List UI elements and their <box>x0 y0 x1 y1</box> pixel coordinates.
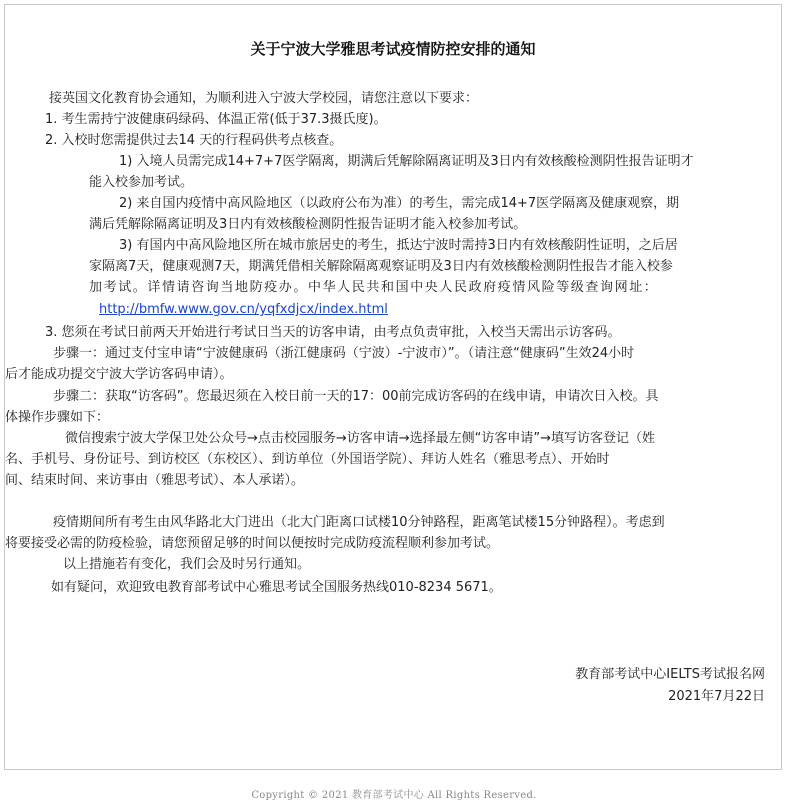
wechat-steps-line-3: 间、结束时间、来访事由（雅思考试）、本人承诺）。 <box>5 473 305 488</box>
copyright-footer: Copyright © 2021 教育部考试中心 All Rights Reserved. <box>251 790 537 801</box>
sub-item-3-line-1: 3) 有国内中高风险地区所在城市旅居史的考生，抵达宁波时需持3日内有效核酸阴性证明，之后居 <box>119 238 678 253</box>
intro-text: 接英国文化教育协会通知，为顺利进入宁波大学校园，请您注意以下要求： <box>49 91 479 106</box>
sub-item-2-line-1: 2) 来自国内疫情中高风险地区（以政府公布为准）的考生，需完成14+7医学隔离及健康观察，期 <box>119 196 680 211</box>
wechat-steps-line-2: 名、手机号、身份证号、到访校区（东校区）、到访单位（外国语学院）、拜访人姓名（雅思考点）、开始时 <box>5 452 610 467</box>
change-notice: 以上措施若有变化，我们会及时另行通知。 <box>63 557 311 572</box>
step-1-line-2: 后才能成功提交宁波大学访客码申请）。 <box>5 367 233 382</box>
requirement-1: 1. 考生需持宁波健康码绿码、体温正常(低于37.3摄氏度)。 <box>45 112 387 127</box>
notice-frame <box>4 4 782 770</box>
step-2-line-1: 步骤二：获取“访客码”。您最迟须在入校日前一天的17：00前完成访客码的在线申请，申请次日入校。具 <box>53 389 659 404</box>
notice-title: 关于宁波大学雅思考试疫情防控安排的通知 <box>250 40 536 58</box>
sub-item-2-line-2: 满后凭解除隔离证明及3日内有效核酸检测阴性报告证明才能入校参加考试。 <box>89 217 527 232</box>
link-row <box>45 302 788 318</box>
requirement-3: 3. 您须在考试日前两天开始进行考试日当天的访客申请，由考点负责审批，入校当天需出示访客码。 <box>45 325 621 340</box>
contact-info: 如有疑问，欢迎致电教育部考试中心雅思考试全国服务热线010-8234 5671。 <box>51 580 502 595</box>
risk-query-link[interactable]: http://bmfw.www.gov.cn/yqfxdjcx/index.html <box>99 302 388 317</box>
sub-item-3-line-3: 加考试。详情请咨询当地防疫办。中华人民共和国中央人民政府疫情风险等级查询网址： <box>89 280 659 295</box>
step-2-line-2: 体操作步骤如下： <box>5 410 110 425</box>
sub-item-3-line-2: 家隔离7天，健康观测7天，期满凭借相关解除隔离观察证明及3日内有效核酸检测阴性报告才能入校参 <box>89 259 673 274</box>
sub-item-1-line-1: 1) 入境人员需完成14+7+7医学隔离，期满后凭解除隔离证明及3日内有效核酸检测阴性报告证明才 <box>119 154 694 169</box>
requirement-2: 2. 入校时您需提供过去14 天的行程码供考点核查。 <box>45 133 343 148</box>
signature: 教育部考试中心IELTS考试报名网 <box>575 667 765 682</box>
sub-item-1-line-2: 能入校参加考试。 <box>89 175 194 190</box>
wechat-steps-line-1: 微信搜索宁波大学保卫处公众号→点击校园服务→访客申请→选择最左侧“访客申请”→填写访客登记（姓 <box>65 431 656 446</box>
notice-date: 2021年7月22日 <box>668 689 765 704</box>
epidemic-note-line-2: 将要接受必需的防疫检验，请您预留足够的时间以便按时完成防疫流程顺利参加考试。 <box>5 536 500 551</box>
step-1-line-1: 步骤一：通过支付宝申请“宁波健康码（浙江健康码（宁波）-宁波市）”。（请注意“健康码”生效24小时 <box>53 346 635 361</box>
epidemic-note-line-1: 疫情期间所有考生由风华路北大门进出（北大门距离口试楼10分钟路程，距离笔试楼15分钟路程）。考虑到 <box>53 515 665 530</box>
